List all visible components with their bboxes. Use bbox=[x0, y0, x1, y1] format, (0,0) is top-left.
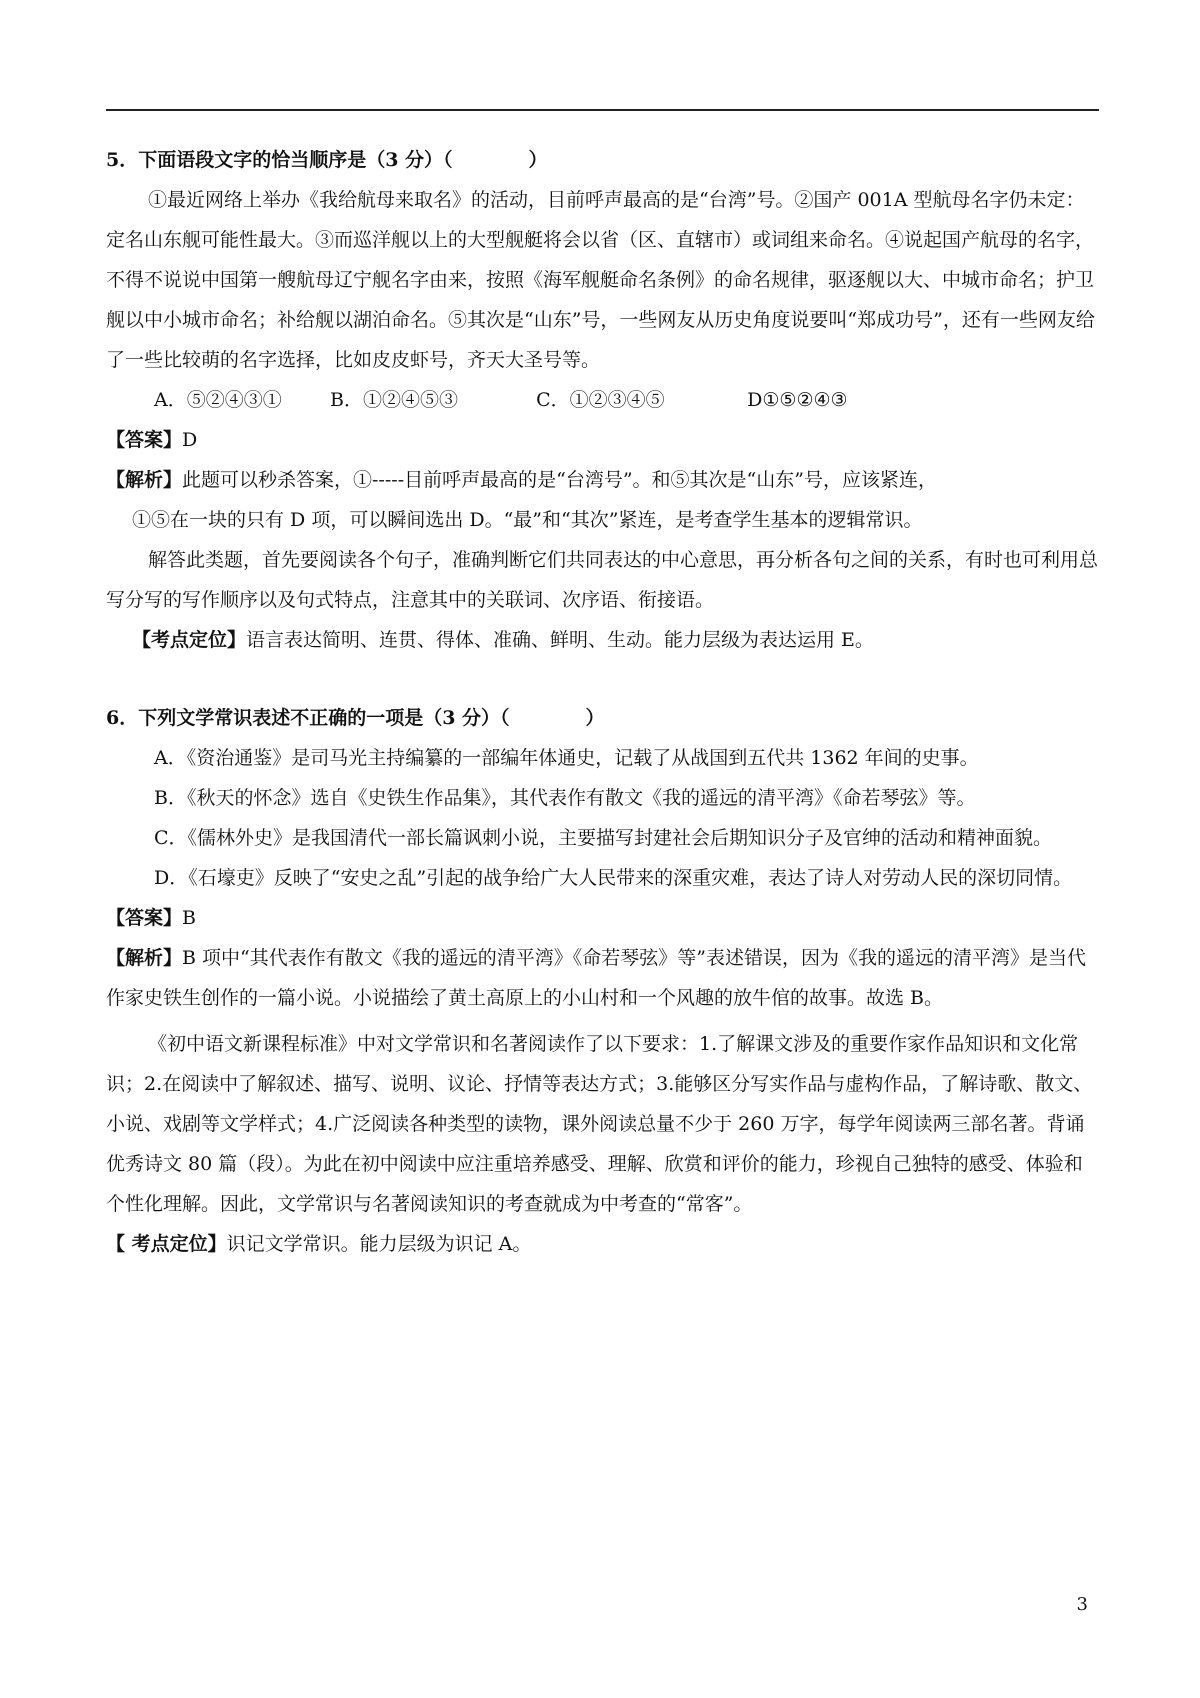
answer-value: B bbox=[182, 907, 196, 929]
answer-label: 【答案】 bbox=[106, 907, 183, 929]
q5-analysis-method: 解答此类题，首先要阅读各个句子，准确判断它们共同表达的中心意思，再分析各句之间的关系，有时也可利用总写分写的写作顺序以及句式特点，注意其中的关联词、次序语、衔接语。 bbox=[106, 549, 1099, 611]
kaodian-label: 【考点定位】 bbox=[132, 629, 247, 651]
q6-answer bbox=[106, 898, 1100, 938]
page-content bbox=[106, 140, 1100, 1264]
header-rule bbox=[106, 109, 1099, 111]
q6-analysis bbox=[106, 938, 1100, 1018]
q6-kaodian bbox=[106, 1224, 1100, 1264]
q5-option-b: B．①②④⑤③ bbox=[330, 389, 459, 411]
q5-analysis-line1 bbox=[106, 460, 1100, 500]
q6-standard: 《初中语文新课程标准》中对文学常识和名著阅读作了以下要求：1.了解课文涉及的重要作家作品知识和文化常识；2.在阅读中了解叙述、描写、说明、议论、抒情等表达方式；3.能够区分写实作品与虚构作品，了解诗歌、散文、小说、戏剧等文学样式；4.广泛阅读各种类型的读物，课外阅读总量不少于 260 万字，每学年阅读两三部名著。背诵优秀诗文 80 篇（段）。为此在初中阅读中应注重培养感受、理解、欣赏和评价的能力，珍视自己独特的感受、体验和个性化理解。因此，文学常识与名著阅读知识的考查就成为中考查的“常客”。 bbox=[106, 1033, 1093, 1215]
q5-option-c: C．①②③④⑤ bbox=[536, 389, 665, 411]
analysis-text: B 项中“其代表作有散文《我的遥远的清平湾》《命若琴弦》等”表述错误，因为《我的遥远的清平湾》是当代作家史铁生创作的一篇小说。小说描绘了黄土高原上的小山村和一个风趣的放牛倌的故事。故选 B。 bbox=[106, 947, 1086, 1009]
section-gap bbox=[106, 660, 1100, 698]
answer-value: D bbox=[182, 429, 198, 451]
q5-option-d: D①⑤②④③ bbox=[747, 389, 848, 411]
answer-label: 【答案】 bbox=[106, 429, 183, 451]
analysis-label: 【解析】 bbox=[106, 469, 183, 491]
q6-option-b: B．《秋天的怀念》选自《史铁生作品集》，其代表作有散文《我的遥远的清平湾》《命若琴弦》等。 bbox=[154, 787, 976, 809]
question-5-paragraph: ①最近网络上举办《我给航母来取名》的活动，目前呼声最高的是“台湾”号。②国产 001A 型航母名字仍未定：定名山东舰可能性最大。③而巡洋舰以上的大型舰艇将会以省（区、直辖市）或词组来命名。④说起国产航母的名字，不得不说说中国第一艘航母辽宁舰名字由来，按照《海军舰艇命名条例》的命名规律，驱逐舰以大、中城市命名；护卫舰以中小城市命名；补给舰以湖泊命名。⑤其次是“山东”号，一些网友从历史角度说要叫“郑成功号”，还有一些网友给了一些比较萌的名字选择，比如皮皮虾号，齐天大圣号等。 bbox=[106, 189, 1095, 371]
q5-answer bbox=[106, 420, 1100, 460]
question-5-title: 5．下面语段文字的恰当顺序是（3 分）（ ） bbox=[106, 149, 548, 171]
kaodian-text: 语言表达简明、连贯、得体、准确、鲜明、生动。能力层级为表达运用 E。 bbox=[246, 629, 874, 651]
q6-option-c: C．《儒林外史》是我国清代一部长篇讽刺小说，主要描写封建社会后期知识分子及官绅的活动和精神面貌。 bbox=[154, 827, 1053, 849]
question-6-title: 6．下列文学常识表述不正确的一项是（3 分）（ ） bbox=[106, 707, 605, 729]
question-5-options bbox=[106, 380, 1100, 420]
q6-option-d: D．《石壕吏》反映了“安史之乱”引起的战争给广大人民带来的深重灾难，表达了诗人对劳动人民的深切同情。 bbox=[154, 867, 1073, 889]
page-number: 3 bbox=[1076, 1594, 1088, 1615]
kaodian-text: 识记文学常识。能力层级为识记 A。 bbox=[226, 1233, 532, 1255]
q6-option-a: A．《资治通鉴》是司马光主持编纂的一部编年体通史，记载了从战国到五代共 1362 年间的史事。 bbox=[154, 747, 979, 769]
q5-kaodian bbox=[106, 620, 1100, 660]
q5-analysis-line2: ①⑤在一块的只有 D 项，可以瞬间选出 D。“最”和“其次”紧连，是考查学生基本的逻辑常识。 bbox=[132, 509, 923, 531]
kaodian-label: 【 考点定位】 bbox=[106, 1233, 227, 1255]
q5-option-a: A．⑤②④③① bbox=[154, 389, 282, 411]
analysis-text: 此题可以秒杀答案，①-----目前呼声最高的是“台湾号”。和⑤其次是“山东”号，应该紧连， bbox=[182, 469, 937, 491]
analysis-label: 【解析】 bbox=[106, 947, 183, 969]
